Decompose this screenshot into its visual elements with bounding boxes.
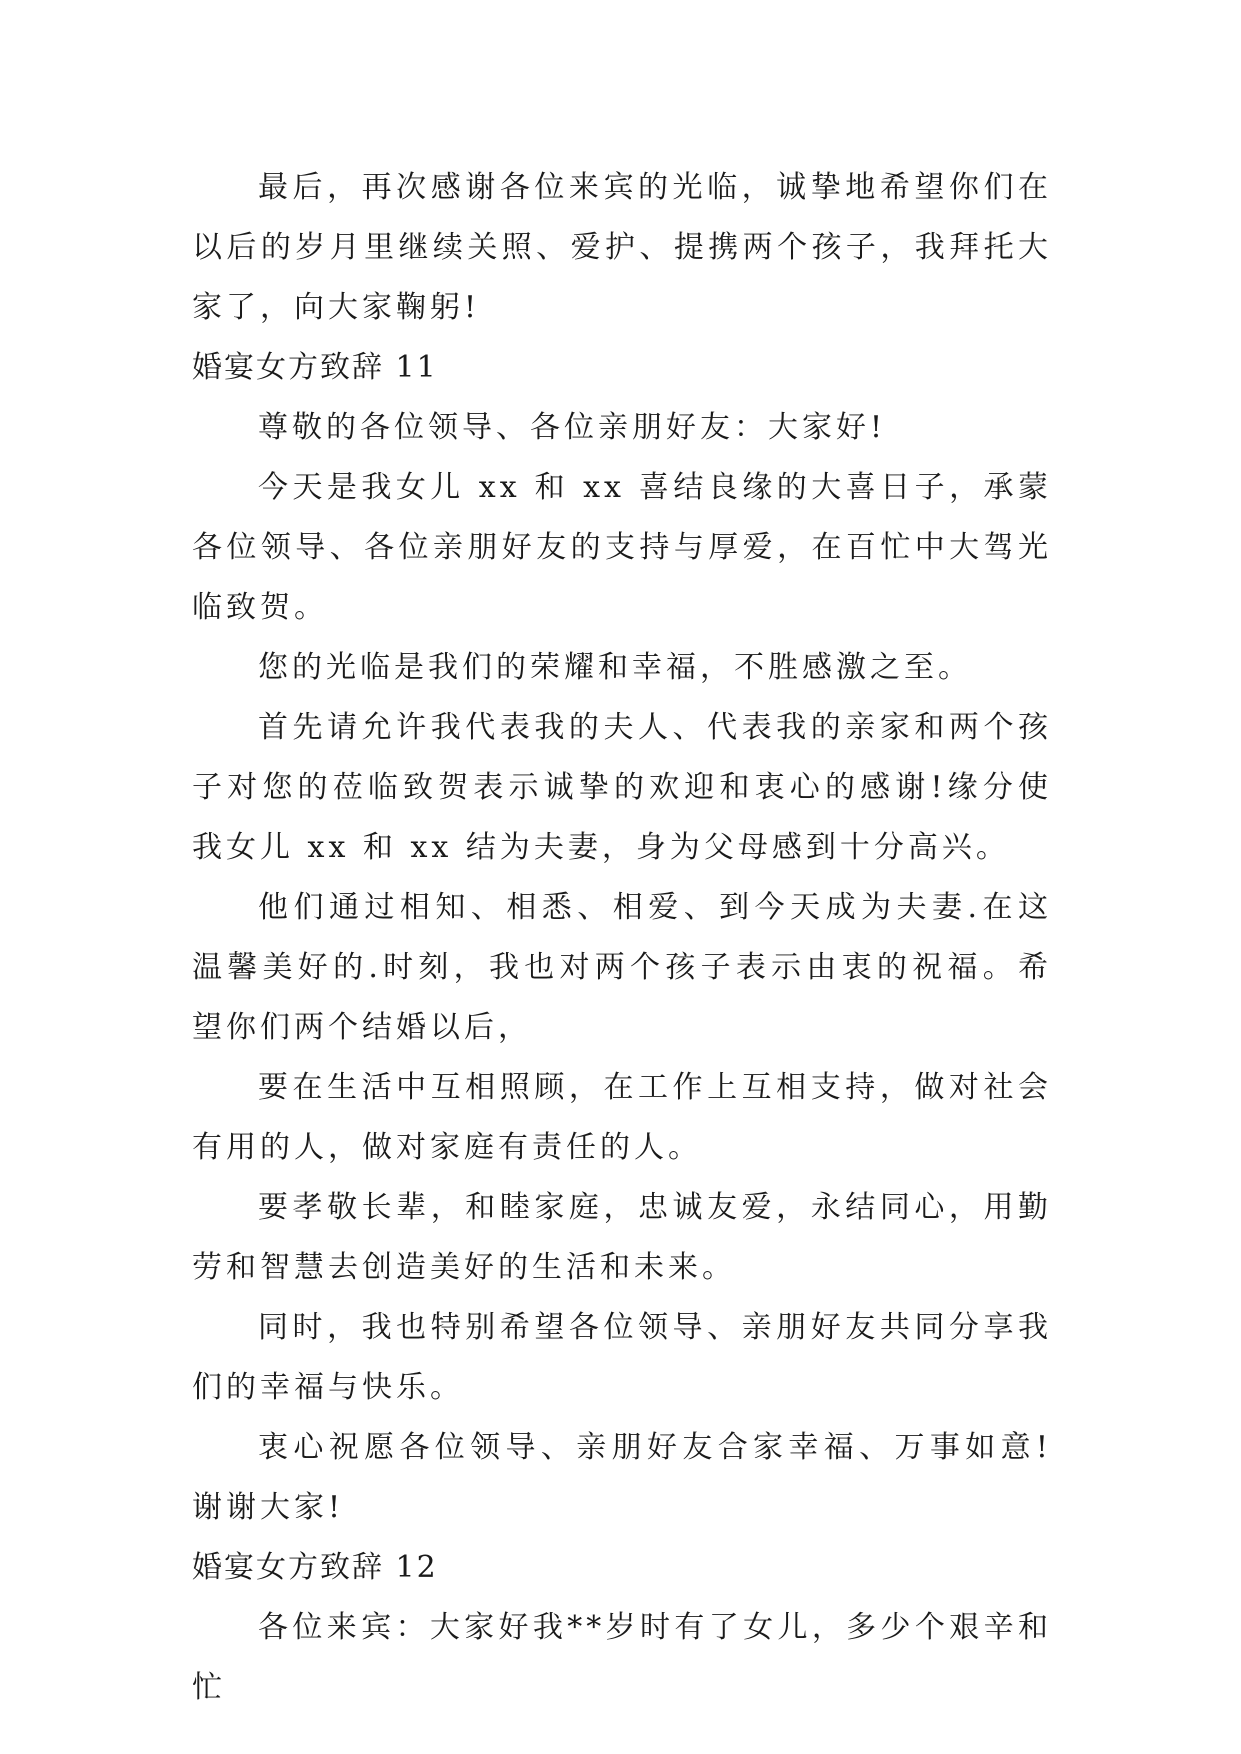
paragraph: 要孝敬长辈，和睦家庭，忠诚友爱，永结同心，用勤劳和智慧去创造美好的生活和未来。 xyxy=(192,1190,1052,1285)
paragraph: 今天是我女儿 xx 和 xx 喜结良缘的大喜日子，承蒙各位领导、各位亲朋好友的支持与厚爱，在百忙中大驾光临致贺。 xyxy=(192,470,1052,625)
paragraph: 他们通过相知、相悉、相爱、到今天成为夫妻.在这温馨美好的.时刻，我也对两个孩子表示由衷的祝福。希望你们两个结婚以后， xyxy=(192,890,1052,1045)
paragraph: 您的光临是我们的荣耀和幸福，不胜感激之至。 xyxy=(258,650,972,685)
section-heading: 婚宴女方致辞 12 xyxy=(192,1550,438,1585)
paragraph: 要在生活中互相照顾，在工作上互相支持，做对社会有用的人，做对家庭有责任的人。 xyxy=(192,1070,1052,1165)
section-heading: 婚宴女方致辞 11 xyxy=(192,350,438,385)
paragraph: 同时，我也特别希望各位领导、亲朋好友共同分享我们的幸福与快乐。 xyxy=(192,1310,1052,1405)
paragraph: 各位来宾：大家好我**岁时有了女儿，多少个艰辛和忙 xyxy=(192,1610,1052,1705)
paragraph: 尊敬的各位领导、各位亲朋好友：大家好! xyxy=(258,410,887,445)
paragraph: 衷心祝愿各位领导、亲朋好友合家幸福、万事如意!谢谢大家! xyxy=(192,1430,1052,1525)
paragraph: 首先请允许我代表我的夫人、代表我的亲家和两个孩子对您的莅临致贺表示诚挚的欢迎和衷心的感谢!缘分使我女儿 xx 和 xx 结为夫妻，身为父母感到十分高兴。 xyxy=(192,710,1052,865)
paragraph: 最后，再次感谢各位来宾的光临，诚挚地希望你们在以后的岁月里继续关照、爱护、提携两个孩子，我拜托大家了，向大家鞠躬! xyxy=(192,170,1052,325)
document-page xyxy=(192,158,1052,1718)
